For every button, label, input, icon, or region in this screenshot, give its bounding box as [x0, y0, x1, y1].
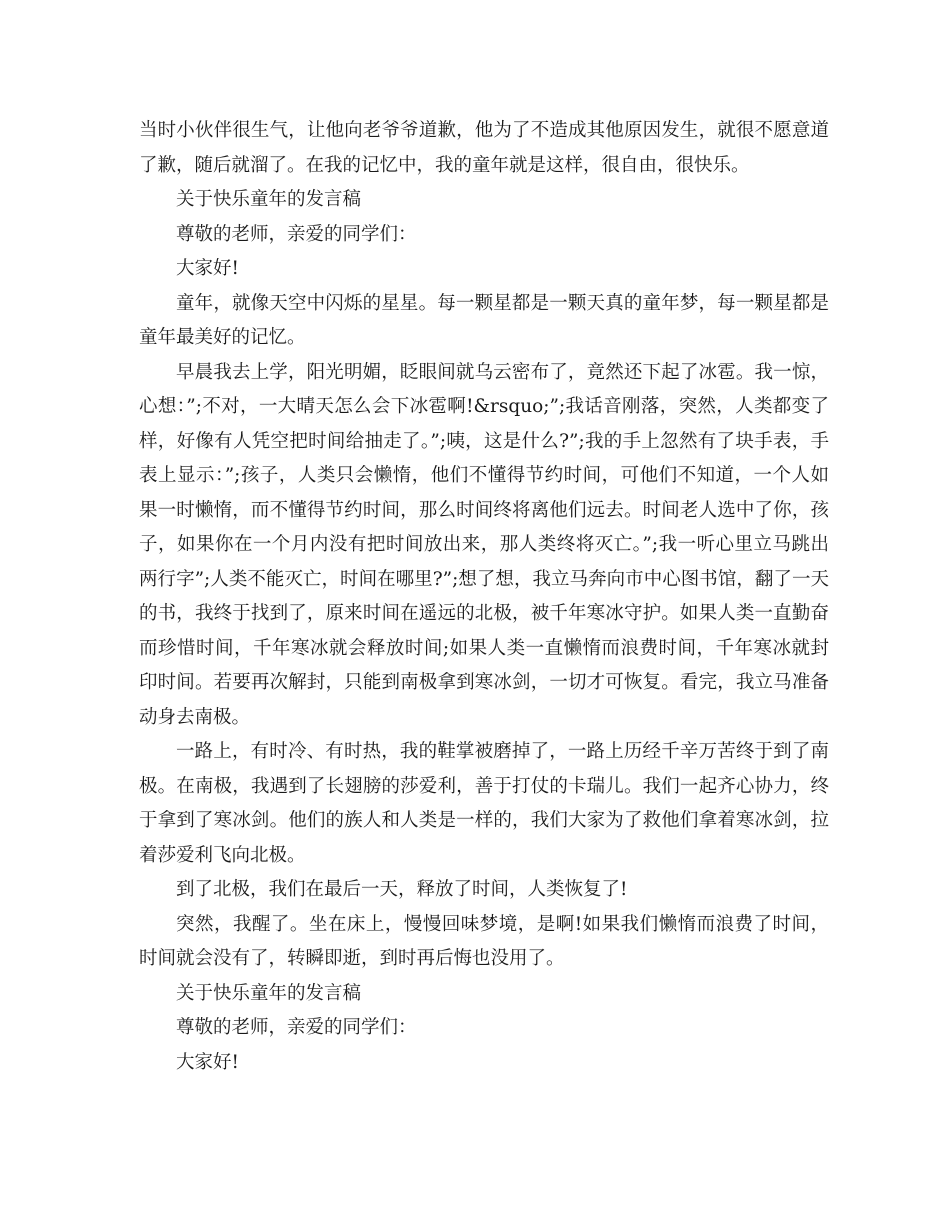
paragraph-8: 到了北极，我们在最后一天，释放了时间，人类恢复了! — [176, 879, 628, 900]
document-body — [139, 114, 829, 1080]
paragraph-11-salutation: 尊敬的老师，亲爱的同学们： — [176, 1017, 417, 1038]
paragraph-4-greeting: 大家好! — [176, 258, 239, 279]
paragraph-12-greeting: 大家好! — [176, 1051, 239, 1073]
paragraph-6: 早晨我去上学，阳光明媚，眨眼间就乌云密布了，竟然还下起了冰雹。我一惊，心想：”;不对，一大晴天怎么会下冰雹啊!&rsquo;”;我话音刚落，突然，人类都变了样，好像有人凭空把时间给抽走了。”;咦，这是什么?”;我的手上忽然有了块手表，手表上显示：”;孩子，人类只会懒惰，他们不懂得节约时间，可他们不知道，一个人如果一时懒惰，而不懂得节约时间，那么时间终将离他们远去。时间老人选中了你，孩子，如果你在一个月内没有把时间放出来，那人类终将灭亡。”;我一听心里立马跳出两行字”;人类不能灭亡，时间在哪里?”;想了想，我立马奔向市中心图书馆，翻了一天的书，我终于找到了，原来时间在遥远的北极，被千年寒冰守护。如果人类一直勤奋而珍惜时间，千年寒冰就会释放时间;如果人类一直懒惰而浪费时间，千年寒冰就封印时间。若要再次解封，只能到南极拿到寒冰剑，一切才可恢复。看完，我立马准备动身去南极。 — [139, 361, 829, 728]
paragraph-3-salutation: 尊敬的老师，亲爱的同学们： — [176, 223, 417, 245]
paragraph-1: 当时小伙伴很生气，让他向老爷爷道歉，他为了不造成其他原因发生，就很不愿意道了歉，随后就溜了。在我的记忆中，我的童年就是这样，很自由，很快乐。 — [139, 120, 829, 176]
paragraph-5: 童年，就像天空中闪烁的星星。每一颗星都是一颗天真的童年梦，每一颗星都是童年最美好的记忆。 — [139, 292, 829, 348]
paragraph-10-heading: 关于快乐童年的发言稿 — [176, 982, 362, 1004]
paragraph-7: 一路上，有时冷、有时热，我的鞋掌被磨掉了，一路上历经千辛万苦终于到了南极。在南极，我遇到了长翅膀的莎爱利，善于打仗的卡瑞儿。我们一起齐心协力，终于拿到了寒冰剑。他们的族人和人类是一样的，我们大家为了救他们拿着寒冰剑，拉着莎爱利飞向北极。 — [139, 741, 829, 866]
paragraph-9: 突然，我醒了。坐在床上，慢慢回味梦境，是啊!如果我们懒惰而浪费了时间，时间就会没有了，转瞬即逝，到时再后悔也没用了。 — [139, 913, 829, 969]
paragraph-2-heading: 关于快乐童年的发言稿 — [176, 189, 362, 210]
